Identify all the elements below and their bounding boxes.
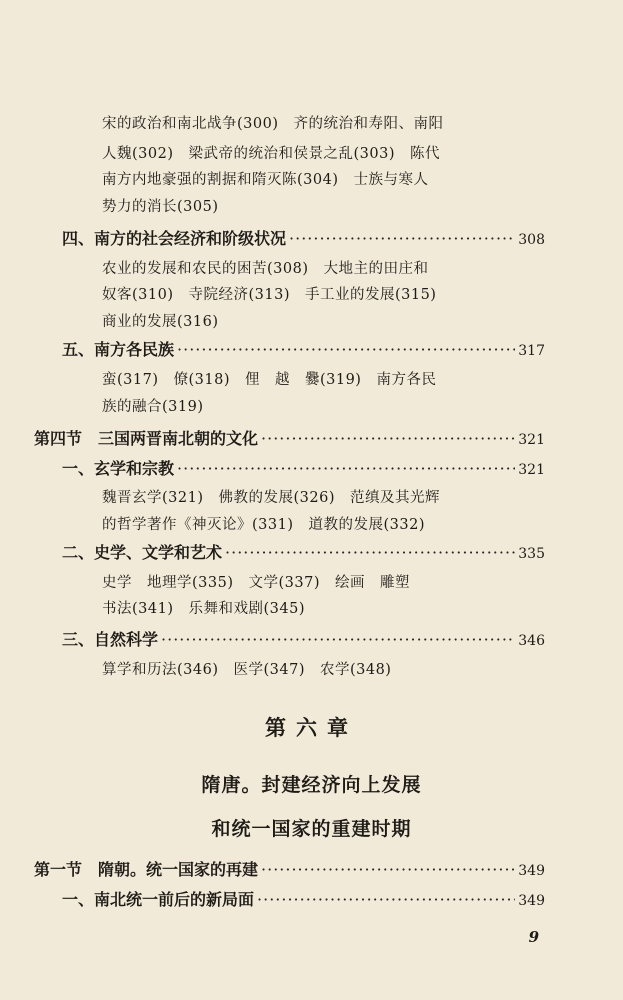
toc-part-1-sui[interactable]: [34, 857, 545, 880]
chapter-title-line-2: 和统一国家的重建时期: [211, 818, 412, 840]
toc-subentry-line: 魏晋玄学(321) 佛教的发展(326) 范缜及其光辉: [102, 490, 440, 506]
leader-dots: [289, 229, 515, 248]
toc-page-ref: 349: [518, 893, 545, 909]
toc-page-ref: 317: [518, 343, 545, 359]
chapter-heading: 第六章: [265, 715, 358, 740]
toc-section-label: 一、南北统一前后的新局面: [62, 890, 255, 909]
toc-part-4-culture[interactable]: [34, 426, 545, 449]
toc-section-label: 四、南方的社会经济和阶级状况: [62, 229, 287, 248]
toc-subentry-line: 史学 地理学(335) 文学(337) 绘画 雕塑: [102, 575, 410, 591]
toc-subentry-line: 商业的发展(316): [102, 314, 219, 330]
toc-page-ref: 308: [518, 232, 545, 248]
leader-dots: [177, 459, 515, 478]
leader-dots: [257, 890, 515, 909]
toc-subentry-line: 农业的发展和农民的困苦(308) 大地主的田庄和: [102, 261, 429, 277]
leader-dots: [161, 630, 515, 649]
toc-section-unification[interactable]: [62, 887, 545, 910]
toc-section-label: 二、史学、文学和艺术: [62, 543, 223, 562]
toc-part-label: 三国两晋南北朝的文化: [98, 429, 259, 448]
toc-page-ref: 321: [518, 432, 545, 448]
toc-subentry-line: 蛮(317) 僚(318) 俚 越 爨(319) 南方各民: [102, 372, 437, 388]
toc-section-history-literature-art[interactable]: [62, 540, 545, 563]
toc-section-metaphysics-religion[interactable]: [62, 456, 545, 479]
toc-page-ref: 349: [518, 863, 545, 879]
leader-dots: [177, 340, 515, 359]
toc-subentry-line: 势力的消长(305): [102, 199, 219, 215]
page-number: 9: [528, 928, 539, 946]
leader-dots: [261, 860, 515, 879]
toc-page-ref: 346: [518, 633, 545, 649]
toc-subentry-line: 的哲学著作《神灭论》(331) 道教的发展(332): [102, 517, 425, 533]
toc-section-label: 一、玄学和宗教: [62, 459, 175, 478]
leader-dots: [225, 543, 515, 562]
toc-subentry-line: 书法(341) 乐舞和戏剧(345): [102, 601, 305, 617]
toc-page-ref: 321: [518, 462, 545, 478]
toc-page-ref: 335: [518, 546, 545, 562]
toc-subentry-line: 宋的政治和南北战争(300) 齐的统治和寿阳、南阳: [102, 116, 444, 132]
toc-section-label: 三、自然科学: [62, 630, 159, 649]
chapter-title-line-1: 隋唐。封建经济向上发展: [201, 774, 422, 796]
toc-subentry-line: 奴客(310) 寺院经济(313) 手工业的发展(315): [102, 287, 437, 303]
toc-part-number: 第四节: [34, 429, 83, 448]
leader-dots: [261, 429, 515, 448]
toc-subentry-line: 族的融合(319): [102, 399, 204, 415]
toc-subentry-line: 人魏(302) 梁武帝的统治和侯景之乱(303) 陈代: [102, 146, 440, 162]
toc-section-south-economy[interactable]: [62, 226, 545, 249]
toc-subentry-line: 算学和历法(346) 医学(347) 农学(348): [102, 662, 392, 678]
toc-part-number: 第一节: [34, 860, 83, 879]
toc-section-natural-science[interactable]: [62, 627, 545, 650]
toc-part-label: 隋朝。统一国家的再建: [98, 860, 259, 879]
toc-section-south-peoples[interactable]: [62, 337, 545, 360]
toc-section-label: 五、南方各民族: [62, 340, 175, 359]
toc-subentry-line: 南方内地豪强的割据和隋灭陈(304) 士族与寒人: [102, 172, 429, 188]
